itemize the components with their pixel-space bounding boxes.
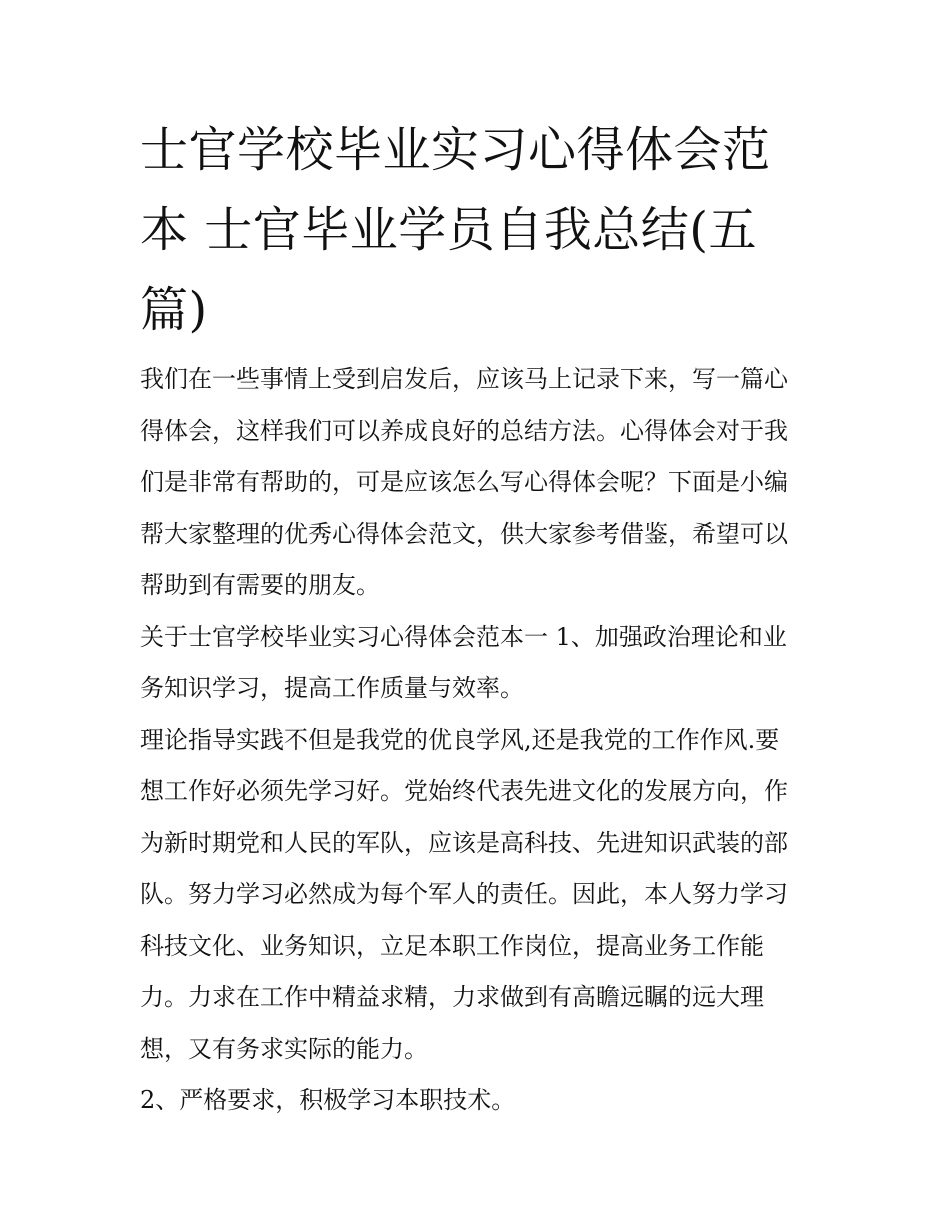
- text-line: 我们在一些事情上受到启发后，应该马上记录下来，写一篇心: [140, 365, 788, 393]
- text-line: 力。力求在工作中精益求精，力求做到有高瞻远瞩的远大理: [140, 983, 764, 1011]
- text-line: 科技文化、业务知识，立足本职工作岗位，提高业务工作能: [140, 931, 764, 960]
- text-line: 想，又有务求实际的能力。: [140, 1034, 428, 1063]
- paragraph-theory: [140, 715, 812, 1076]
- paragraph-intro: [140, 354, 812, 612]
- text-line: 为新时期党和人民的军队，应该是高科技、先进知识武装的部: [140, 828, 788, 857]
- text-line: 想工作好必须先学习好。党始终代表先进文化的发展方向，作: [140, 777, 788, 805]
- text-line: 队。努力学习必然成为每个军人的责任。因此，本人努力学习: [140, 880, 788, 908]
- text-line: 帮大家整理的优秀心得体会范文，供大家参考借鉴，希望可以: [140, 519, 788, 548]
- text-line: 务知识学习，提高工作质量与效率。: [140, 674, 524, 702]
- text-line: 关于士官学校毕业实习心得体会范本一 1、加强政治理论和业: [140, 622, 787, 651]
- document-content: [140, 110, 812, 1127]
- document-title: [140, 110, 812, 350]
- text-line: 理论指导实践不但是我党的优良学风,还是我党的工作作风.要: [140, 725, 780, 754]
- paragraph-section-one: [140, 612, 812, 715]
- text-line: 们是非常有帮助的，可是应该怎么写心得体会呢？下面是小编: [140, 468, 788, 496]
- title-line: 本 士官毕业学员自我总结(五: [140, 202, 757, 258]
- title-line: 士官学校毕业实习心得体会范: [140, 122, 771, 178]
- text-line: 帮助到有需要的朋友。: [140, 571, 380, 599]
- title-line: 篇): [140, 282, 208, 338]
- text-line: 得体会，这样我们可以养成良好的总结方法。心得体会对于我: [140, 416, 788, 445]
- paragraph-section-two: [140, 1075, 812, 1127]
- document-body: [140, 354, 812, 1127]
- text-line: 2、严格要求，积极学习本职技术。: [140, 1086, 516, 1114]
